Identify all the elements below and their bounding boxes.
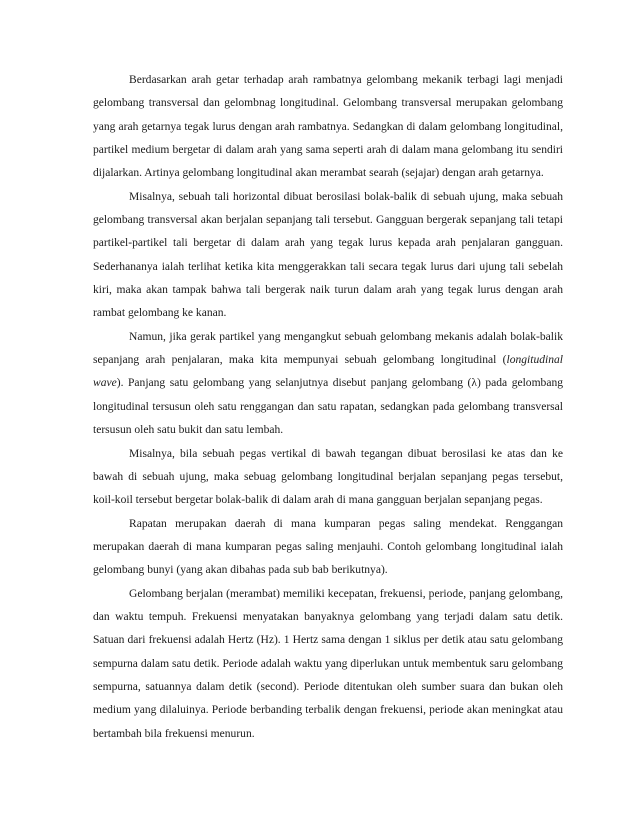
- paragraph-text: Misalnya, sebuah tali horizontal dibuat berosilasi bolak-balik di sebuah ujung, maka sebuah gelombang transversal akan berjalan sepanjang tali tersebut. Gangguan bergerak sepanjang tali tetapi partikel-partikel tali bergetar di dalam arah yang tegak lurus kepada arah penjalaran gangguan. Sederhananya ialah terlihat ketika kita menggerakkan tali secara tegak lurus dari ujung tali sebelah kiri, maka akan tampak bahwa tali bergerak naik turun dalam arah yang tegak lurus dengan arah rambat gelombang ke kanan.: [93, 190, 563, 320]
- paragraph-1: [93, 69, 563, 186]
- paragraph-5: [93, 513, 563, 583]
- paragraph-text: ). Panjang satu gelombang yang selanjutnya disebut panjang gelombang (λ) pada gelombang longitudinal tersusun oleh satu renggangan dan satu rapatan, sedangkan pada gelombang transversal tersusun oleh satu bukit dan satu lembah.: [93, 377, 563, 437]
- paragraph-6: [93, 583, 563, 746]
- paragraph-3: [93, 326, 563, 443]
- paragraph-text: Rapatan merupakan daerah di mana kumparan pegas saling mendekat. Renggangan merupakan daerah di mana kumparan pegas saling menjauhi. Contoh gelombang longitudinal ialah gelombang bunyi (yang akan dibahas pada sub bab berikutnya).: [93, 517, 563, 577]
- paragraph-text: Berdasarkan arah getar terhadap arah rambatnya gelombang mekanik terbagi lagi menjadi gelombang transversal dan gelombnag longitudinal. Gelombang transversal merupakan gelombang yang arah getarnya tegak lurus dengan arah rambatnya. Sedangkan di dalam gelombang longitudinal, partikel medium bergetar di dalam arah yang sama seperti arah di dalam mana gelombang itu sendiri dijalarkan. Artinya gelombang longitudinal akan merambat searah (sejajar) dengan arah getarnya.: [93, 74, 563, 180]
- paragraph-text: Misalnya, bila sebuah pegas vertikal di bawah tegangan dibuat berosilasi ke atas dan ke bawah di sebuah ujung, maka sebuag gelombang longitudinal berjalan sepanjang pegas tersebut, koil-koil tersebut bergetar bolak-balik di dalam arah di mana gangguan berjalan sepanjang pegas.: [93, 447, 563, 507]
- paragraph-text: Gelombang berjalan (merambat) memiliki kecepatan, frekuensi, periode, panjang gelombang, dan waktu tempuh. Frekuensi menyatakan banyaknya gelombang yang terjadi dalam satu detik. Satuan dari frekuensi adalah Hertz (Hz). 1 Hertz sama dengan 1 siklus per detik atau satu gelombang sempurna dalam satu detik. Periode adalah waktu yang diperlukan untuk membentuk saru gelombang sempurna, satuannya dalam detik (second). Periode ditentukan oleh sumber suara dan bukan oleh medium yang dilaluinya. Periode berbanding terbalik dengan frekuensi, periode akan meningkat atau bertambah bila frekuensi menurun.: [93, 587, 563, 740]
- document-page: [93, 69, 563, 746]
- paragraph-2: [93, 186, 563, 326]
- paragraph-4: [93, 443, 563, 513]
- paragraph-text: Namun, jika gerak partikel yang mengangkut sebuah gelombang mekanis adalah bolak-balik sepanjang arah penjalaran, maka kita mempunyai sebuah gelombang longitudinal (: [93, 330, 563, 367]
- italic-term: longitudinal wave: [93, 354, 563, 390]
